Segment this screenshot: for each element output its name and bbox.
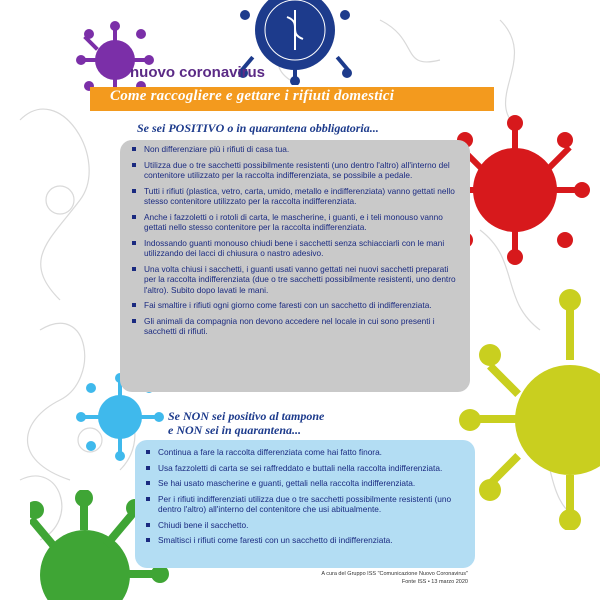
bullet-icon <box>132 147 136 151</box>
footer-line2: Fonte ISS • 13 marzo 2020 <box>401 579 468 585</box>
footer-line1: A cura del Gruppo ISS "Comunicazione Nuovo Coronavirus" <box>321 571 468 577</box>
list-item: Per i rifiuti indifferenziati utilizza due o tre sacchetti possibilmente resistenti (uno dentro l'altro) all'interno del contenitore che usi abitualmente. <box>146 494 471 515</box>
bullet-icon <box>146 481 150 485</box>
list-item: Se hai usato mascherine e guanti, gettali nella raccolta indifferenziata. <box>146 478 471 489</box>
negative-heading-line2: e NON sei in quarantena... <box>168 423 302 437</box>
negative-list <box>146 447 471 551</box>
list-item: Tutti i rifiuti (plastica, vetro, carta, umido, metallo e indifferenziata) vanno gettati nello stesso contenitore utilizzato per la raccolta indifferenziata. <box>132 186 462 207</box>
bullet-icon <box>132 163 136 167</box>
bullet-icon <box>146 538 150 542</box>
list-item: Usa fazzoletti di carta se sei raffreddato e buttali nella raccolta indifferenziata. <box>146 463 471 474</box>
bullet-icon <box>132 267 136 271</box>
list-item: Gli animali da compagnia non devono accedere nel locale in cui sono presenti i sacchetti di rifiuti. <box>132 316 462 337</box>
footer-credits <box>321 570 468 586</box>
positive-list <box>132 144 462 342</box>
bullet-icon <box>132 241 136 245</box>
positive-heading: Se sei POSITIVO o in quarantena obbligatoria... <box>137 121 379 135</box>
bullet-icon <box>132 189 136 193</box>
header-subtitle: nuovo coronavirus <box>130 64 266 81</box>
list-item: Una volta chiusi i sacchetti, i guanti usati vanno gettati nei nuovi sacchetti preparati per la raccolta indifferenziata (due o tre sacchetti possibilmente resistenti, uno dentro l'altro). Subito dopo lavati le mani. <box>132 264 462 296</box>
list-item: Non differenziare più i rifiuti di casa tua. <box>132 144 462 155</box>
bullet-icon <box>132 319 136 323</box>
list-item: Utilizza due o tre sacchetti possibilmente resistenti (uno dentro l'altro) all'interno del contenitore utilizzato per la raccolta indifferenziata, se possibile a pedale. <box>132 160 462 181</box>
bullet-icon <box>146 497 150 501</box>
list-item: Indossando guanti monouso chiudi bene i sacchetti senza schiacciarli con le mani utilizzando dei lacci di chiusura o nastro adesivo. <box>132 238 462 259</box>
negative-heading <box>168 409 324 437</box>
list-item: Anche i fazzoletti o i rotoli di carta, le mascherine, i guanti, e i teli monouso vanno gettati nello stesso contenitore per la raccolta indifferenziata. <box>132 212 462 233</box>
bullet-icon <box>146 523 150 527</box>
list-item: Chiudi bene il sacchetto. <box>146 520 471 531</box>
bullet-icon <box>146 450 150 454</box>
negative-heading-line1: Se NON sei positivo al tampone <box>168 409 325 423</box>
list-item: Fai smaltire i rifiuti ogni giorno come faresti con un sacchetto di indifferenziata. <box>132 300 462 311</box>
list-item: Continua a fare la raccolta differenziata come hai fatto finora. <box>146 447 471 458</box>
bullet-icon <box>146 466 150 470</box>
page-title: Come raccogliere e gettare i rifiuti domestici <box>110 88 395 104</box>
list-item: Smaltisci i rifiuti come faresti con un sacchetto di indifferenziata. <box>146 535 471 546</box>
bullet-icon <box>132 303 136 307</box>
bullet-icon <box>132 215 136 219</box>
